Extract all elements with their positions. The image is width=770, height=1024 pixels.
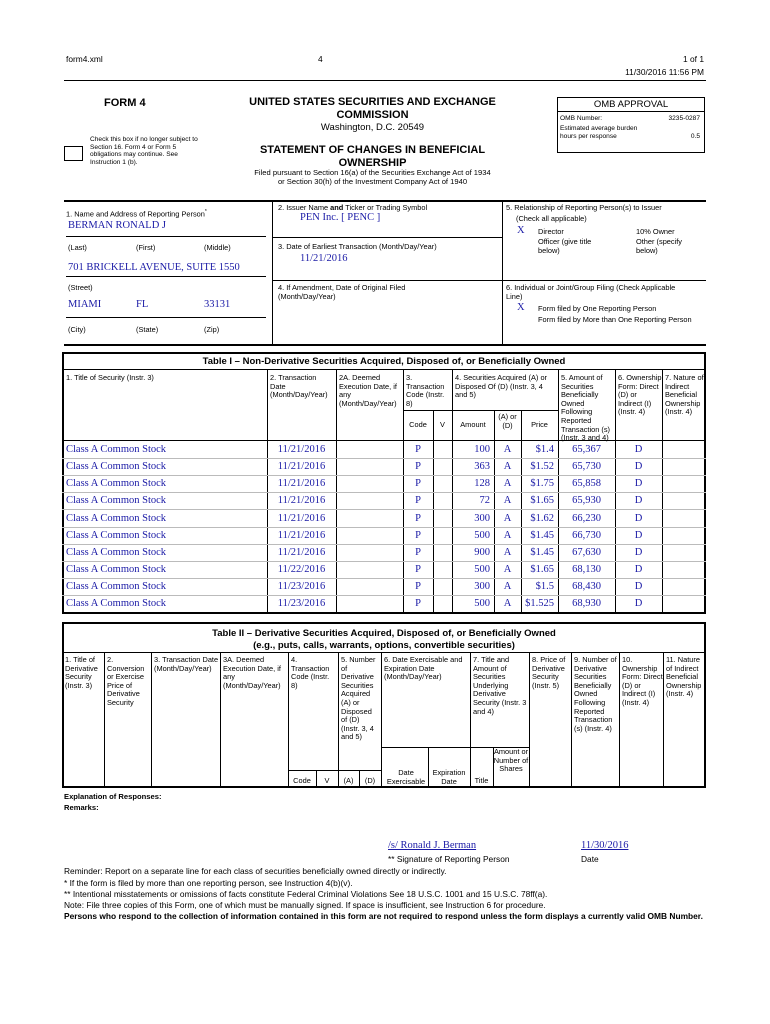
t1-h2: 2. Transaction Date (Month/Day/Year) (270, 373, 328, 400)
print-page-of: 1 of 1 (683, 54, 704, 64)
t1-h2a: 2A. Deemed Execution Date, if any (Month/Day/Year) (339, 373, 397, 408)
last-label: (Last) (68, 243, 87, 252)
table-1-title: Table I – Non-Derivative Securities Acquired, Disposed of, or Beneficially Owned (202, 356, 566, 367)
row-amount: 500 (474, 564, 490, 576)
row-transaction-date: 11/21/2016 (277, 461, 326, 473)
t2-h3a: 3A. Deemed Execution Date, if any (Month/Day/Year) (223, 655, 281, 690)
row-ownership-form: D (634, 564, 643, 576)
t1-col-line (267, 369, 268, 613)
street-value: 701 BRICKELL AVENUE, SUITE 1550 (68, 262, 240, 273)
city-value: MIAMI (68, 299, 102, 310)
signature-label: ** Signature of Reporting Person (388, 854, 510, 864)
row-price: $1.5 (535, 581, 554, 593)
t2-h4: 4. Transaction Code (Instr. 8) (291, 655, 330, 690)
t2-col-line (104, 652, 105, 787)
row-transaction-code: P (415, 546, 421, 558)
row-transaction-date: 11/21/2016 (277, 495, 326, 507)
row-security-title: Class A Common Stock (66, 495, 167, 507)
t1-sub-amount: Amount (460, 420, 486, 429)
city-label: (City) (68, 325, 86, 334)
box3-label: 3. Date of Earliest Transaction (Month/Day/Year) (278, 242, 437, 251)
row-transaction-code: P (415, 478, 421, 490)
omb-number-label: OMB Number: (560, 115, 603, 122)
row-security-title: Class A Common Stock (66, 581, 167, 593)
row-amount: 900 (474, 546, 490, 558)
row-amount-owned: 68,430 (572, 581, 601, 593)
state-label: (State) (136, 325, 159, 334)
row-ownership-form: D (634, 444, 643, 455)
t1-h5: 5. Amount of Securities Beneficially Owned Following Reported Transaction (s) (Instr. 3 and 4) (561, 373, 611, 443)
row-acquired-disposed: A (503, 461, 512, 473)
row-acquired-disposed: A (503, 546, 512, 558)
row-security-title: Class A Common Stock (66, 529, 167, 541)
agency-location: Washington, D.C. 20549 (320, 122, 425, 133)
t2-sub-rule (288, 770, 381, 771)
row-amount-owned: 65,730 (572, 461, 601, 473)
row-amount-owned: 67,630 (572, 546, 601, 558)
t1-h6: 6. Ownership Form: Direct (D) or Indirect (I) (Instr. 4) (618, 373, 662, 417)
one-person-mark[interactable]: X (517, 302, 525, 313)
section16-checkbox[interactable] (64, 146, 83, 161)
row-acquired-disposed: A (503, 564, 512, 576)
t1-col-line (662, 369, 663, 613)
note-multiple-persons: * If the form is filed by more than one reporting person, see Instruction 4(b)(v). (64, 878, 353, 888)
row-ownership-form: D (634, 546, 643, 558)
row-ownership-form: D (634, 495, 643, 507)
ten-percent-owner-label: 10% Owner (636, 227, 675, 236)
signature-date: 11/30/2016 (581, 840, 629, 851)
t2-col-line (663, 652, 664, 787)
header-rule (64, 80, 706, 81)
t1-col-line (403, 369, 404, 613)
remarks-label: Remarks: (64, 803, 99, 812)
row-security-title: Class A Common Stock (66, 478, 167, 490)
row-amount-owned: 68,130 (572, 564, 601, 576)
table-2-title: Table II – Derivative Securities Acquired, Disposed of, or Beneficially Owned (e.g., puts, calls, warrants, options, convertible securities) (212, 628, 556, 651)
boxes-bottom (64, 344, 706, 346)
row-amount: 72 (479, 495, 490, 507)
print-page-number: 4 (318, 54, 323, 64)
t1-col-line (558, 369, 559, 613)
t1-h4: 4. Securities Acquired (A) or Disposed Of (D) (Instr. 3, 4 and 5) (455, 373, 548, 400)
row-separator (62, 458, 706, 459)
t2-sub-expiration: Expiration Date (432, 768, 466, 786)
box6-label: 6. Individual or Joint/Group Filing (Check Applicable Line) (506, 283, 676, 301)
omb-number-value: 3235-0287 (668, 115, 700, 122)
reporting-person-name: BERMAN RONALD J (68, 220, 167, 231)
row-price: $1.62 (530, 512, 554, 524)
omb-burden-value: 0.5 (690, 133, 700, 140)
t2-h6: 6. Date Exercisable and Expiration Date (Month/Day/Year) (384, 655, 463, 682)
city-underline (66, 317, 266, 318)
row-transaction-date: 11/23/2016 (277, 598, 326, 610)
row-amount: 500 (474, 598, 490, 610)
row-ownership-form: D (634, 478, 643, 490)
name-underline (66, 236, 266, 237)
row-separator (62, 527, 706, 528)
t1-col-line (615, 369, 616, 613)
row-security-title: Class A Common Stock (66, 444, 167, 455)
row-price: $1.52 (530, 461, 554, 473)
t2-title-rule (62, 652, 706, 653)
row-separator (62, 578, 706, 579)
other-label: Other (specify below) (636, 237, 683, 255)
row-ownership-form: D (634, 598, 643, 610)
more-persons-label: Form filed by More than One Reporting Person (538, 315, 692, 324)
row-amount: 300 (474, 581, 490, 593)
row-price: $1.65 (530, 564, 554, 576)
row-transaction-code: P (415, 564, 421, 576)
row-separator (62, 509, 706, 510)
box2-bottom (272, 237, 502, 238)
t2-col-line (151, 652, 152, 787)
row-acquired-disposed: A (503, 495, 512, 507)
t2-col-line (338, 652, 339, 787)
row-price: $1.45 (530, 529, 554, 541)
box5-sub: (Check all applicable) (516, 214, 587, 223)
t2-sub-title: Title (474, 776, 489, 785)
row-amount: 300 (474, 512, 490, 524)
row-price: $1.45 (530, 546, 554, 558)
row-separator (62, 492, 706, 493)
t1-sub-v: V (440, 420, 445, 429)
row-transaction-code: P (415, 444, 421, 455)
row-ownership-form: D (634, 581, 643, 593)
t2-sub-a: (A) (343, 776, 354, 785)
persons-respond-note: Persons who respond to the collection of information contained in this form are not required to respond unless the form displays a currently valid OMB Number. (64, 911, 703, 921)
row-transaction-date: 11/21/2016 (277, 529, 326, 541)
box3-bottom (272, 280, 706, 281)
table-1-title-rule (62, 369, 706, 370)
box1-label: 1. Name and Address of Reporting Person* (66, 209, 207, 219)
row-transaction-date: 11/21/2016 (277, 444, 326, 455)
row-acquired-disposed: A (503, 512, 512, 524)
row-amount: 363 (474, 461, 490, 473)
one-person-label: Form filed by One Reporting Person (538, 304, 657, 313)
row-separator (62, 475, 706, 476)
box-divider-1 (272, 200, 273, 345)
director-label: Director (538, 227, 564, 236)
row-price: $1.4 (535, 444, 554, 455)
t2-sub-v: V (324, 776, 330, 785)
row-transaction-date: 11/21/2016 (277, 512, 326, 524)
row-security-title: Class A Common Stock (66, 546, 167, 558)
t1-col-line (336, 369, 337, 613)
row-transaction-code: P (415, 598, 421, 610)
t1-col-line (452, 369, 453, 613)
row-transaction-date: 11/23/2016 (277, 581, 326, 593)
t2-sub-exercisable: Date Exercisable (386, 768, 426, 786)
t2-h5: 5. Number of Derivative Securities Acquired (A) or Disposed of (D) (Instr. 3, 4 and 5) (341, 655, 376, 742)
row-acquired-disposed: A (503, 529, 512, 541)
row-price: $1.75 (530, 478, 554, 490)
t1-sub-rule (403, 410, 558, 411)
reminder-note: Reminder: Report on a separate line for each class of securities beneficially owned directly or indirectly. (64, 866, 447, 876)
t2-h8: 8. Price of Derivative Security (Instr. 5) (532, 655, 566, 690)
top-frame (64, 200, 706, 202)
middle-label: (Middle) (204, 243, 231, 252)
row-transaction-code: P (415, 461, 421, 473)
t2-h10: 10. Ownership Form: Direct (D) or Indirect (I) (Instr. 4) (622, 655, 663, 707)
row-ownership-form: D (634, 529, 643, 541)
t1-sub-code: Code (409, 420, 427, 429)
row-ownership-form: D (634, 512, 643, 524)
officer-label: Officer (give title below) (538, 237, 592, 255)
t2-h9: 9. Number of Derivative Securities Beneficially Owned Following Reported Transaction (s) (Instr. 4) (574, 655, 617, 733)
t2-col-line (220, 652, 221, 787)
row-amount: 500 (474, 529, 490, 541)
form-name: FORM 4 (104, 97, 146, 109)
row-acquired-disposed: A (503, 598, 512, 610)
omb-approval-box (557, 97, 705, 153)
issuer-name: PEN Inc. [ PENC ] (300, 212, 381, 223)
row-amount-owned: 68,930 (572, 598, 601, 610)
t2-h3: 3. Transaction Date (Month/Day/Year) (154, 655, 219, 673)
section16-checkbox-label: Check this box if no longer subject to Section 16. Form 4 or Form 5 obligations may continue. See Instruction 1 (b). (90, 136, 198, 166)
row-amount-owned: 65,367 (572, 444, 601, 455)
box2-label: 2. Issuer Name and Ticker or Trading Symbol (278, 203, 428, 212)
row-price: $1.65 (530, 495, 554, 507)
row-acquired-disposed: A (503, 581, 512, 593)
t1-h7: 7. Nature of Indirect Beneficial Ownership (Instr. 4) (665, 373, 704, 417)
date-label: Date (581, 854, 599, 864)
row-transaction-code: P (415, 581, 421, 593)
statement-title: STATEMENT OF CHANGES IN BENEFICIAL OWNERSHIP (259, 144, 486, 169)
t2-col-line (619, 652, 620, 787)
row-transaction-date: 11/21/2016 (277, 478, 326, 490)
row-amount-owned: 65,930 (572, 495, 601, 507)
t2-h1: 1. Title of Derivative Security (Instr. 3) (65, 655, 98, 690)
row-security-title: Class A Common Stock (66, 512, 167, 524)
t2-col-line (381, 652, 382, 787)
box5-label: 5. Relationship of Reporting Person(s) to Issuer (506, 203, 662, 212)
street-label: (Street) (68, 283, 93, 292)
t2-h11: 11. Nature of Indirect Beneficial Ownership (Instr. 4) (666, 655, 702, 699)
zip-value: 33131 (204, 299, 231, 310)
explanation-label: Explanation of Responses: (64, 792, 162, 801)
filed-pursuant: Filed pursuant to Section 16(a) of the Securities Exchange Act of 1934 or Section 30(h) of the Investment Company Act of 1940 (254, 168, 491, 186)
box-divider-2 (502, 200, 503, 345)
signature: /s/ Ronald J. Berman (388, 840, 477, 851)
t1-h3: 3. Transaction Code (Instr. 8) (406, 373, 445, 408)
t2-col-line (470, 652, 471, 787)
t2-col-line (288, 652, 289, 787)
note-copies: Note: File three copies of this Form, one of which must be manually signed. If space is insufficient, see Instruction 6 for procedure. (64, 900, 546, 910)
print-datetime: 11/30/2016 11:56 PM (625, 67, 704, 77)
t2-h7: 7. Title and Amount of Securities Underlying Derivative Security (Instr. 3 and 4) (473, 655, 527, 716)
t2-col-line (529, 652, 530, 787)
row-transaction-date: 11/21/2016 (277, 546, 326, 558)
t2-col-line (571, 652, 572, 787)
t2-sub-d: (D) (364, 776, 376, 785)
t1-sub-aord: (A) or (D) (498, 412, 517, 430)
omb-title: OMB APPROVAL (558, 98, 704, 112)
first-label: (First) (136, 243, 156, 252)
row-security-title: Class A Common Stock (66, 564, 167, 576)
t2-sub-code: Code (293, 776, 311, 785)
row-separator (62, 595, 706, 596)
row-transaction-date: 11/22/2016 (277, 564, 326, 576)
row-acquired-disposed: A (503, 444, 512, 455)
zip-label: (Zip) (204, 325, 220, 334)
omb-burden-label: Estimated average burden hours per response (560, 125, 638, 140)
row-transaction-code: P (415, 512, 421, 524)
row-amount: 128 (474, 478, 490, 490)
director-mark[interactable]: X (517, 225, 525, 236)
street-underline (66, 276, 266, 277)
row-transaction-code: P (415, 529, 421, 541)
earliest-transaction-date: 11/21/2016 (300, 253, 348, 264)
row-amount: 100 (474, 444, 490, 455)
row-price: $1.525 (525, 598, 554, 610)
row-acquired-disposed: A (503, 478, 512, 490)
row-amount-owned: 66,230 (572, 512, 601, 524)
row-separator (62, 561, 706, 562)
state-value: FL (136, 299, 149, 310)
t2-h2: 2. Conversion or Exercise Price of Derivative Security (107, 655, 145, 707)
print-file-name: form4.xml (66, 54, 103, 64)
note-misstatements: ** Intentional misstatements or omissions of facts constitute Federal Criminal Violations See 18 U.S.C. 1001 and 15 U.S.C. 78ff(a). (64, 889, 548, 899)
t1-h1: 1. Title of Security (Instr. 3) (66, 373, 154, 382)
row-security-title: Class A Common Stock (66, 598, 167, 610)
t2-sub-amount: Amount or Number of Shares (493, 747, 529, 774)
agency-name: UNITED STATES SECURITIES AND EXCHANGE COMMISSION (249, 96, 496, 121)
row-transaction-code: P (415, 495, 421, 507)
row-security-title: Class A Common Stock (66, 461, 167, 473)
row-amount-owned: 65,858 (572, 478, 601, 490)
row-amount-owned: 66,730 (572, 529, 601, 541)
box4-label: 4. If Amendment, Date of Original Filed (Month/Day/Year) (278, 283, 406, 301)
row-separator (62, 544, 706, 545)
row-ownership-form: D (634, 461, 643, 473)
t1-sub-price: Price (531, 420, 548, 429)
